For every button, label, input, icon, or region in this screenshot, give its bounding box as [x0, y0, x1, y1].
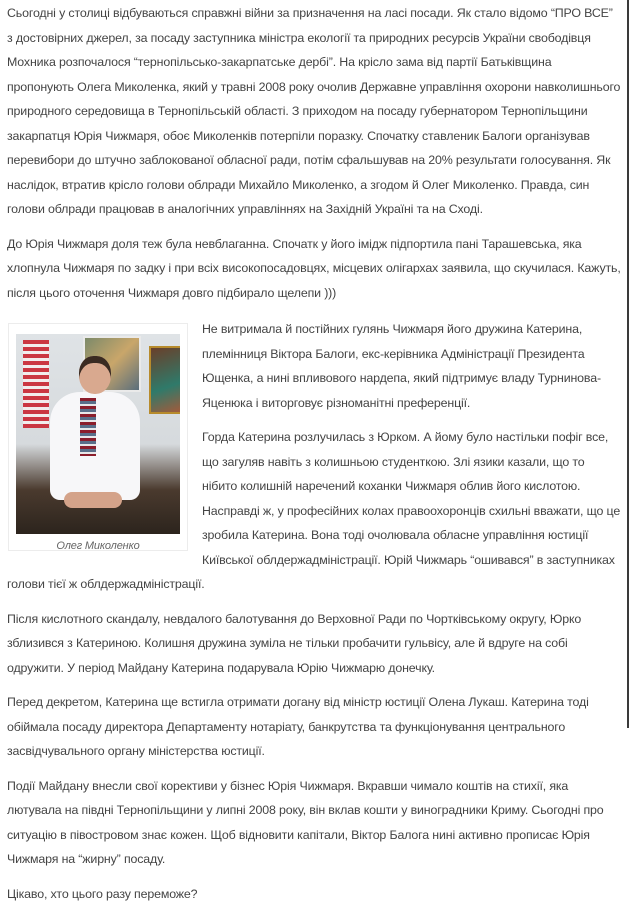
article-paragraph-1: Сьогодні у столиці відбуваються справжні війни за призначення на ласі посади. Як стало відомо “ПРО ВСЕ” з достовірних джерел, за посаду заступника міністра екології та природних ресурсів України свободівця Мохника розпочалося “тернопільсько-закарпатське дербі”. На крісло зама від партії Батьківщина пропонують Олега Миколенка, який у травні 2008 року очолив Державне управління охорони навколишнього природного середовища в Тернопільській області. З приходом на посаду губернатором Тернопільщини закарпатця Юрія Чижмаря, обоє Миколенків потерпіли поразку. Спочатку ставленик Балоги організував перевибори до штучно заблокованої обласної ради, потім сфальшував на 20% результати голосування. Як наслідок, втратив крісло голови облради Михайло Миколенко, а згодом й Олег Миколенко. Правда, син голови облради працював в аналогічних управліннях на Західній Україні та на Сході.	[7, 6, 621, 216]
article-paragraph-5: Після кислотного скандалу, невдалого балотування до Верховної Ради по Чортківському округу, Юрко зблизився з Катериною. Колишня дружина зуміла не тільки пробачити гульвісу, але й вдруге на собі одружити. У період Майдану Катерина подарувала Юрію Чижмарю донечку.	[7, 611, 582, 675]
page-right-border	[627, 0, 629, 728]
figure-caption: Олег Миколенко	[56, 540, 140, 552]
article-paragraph-3: Не витримала й постійних гулянь Чижмаря його дружина Катерина, племінниця Віктора Балоги, екс-керівника Адміністрації Президента Ющенка, а нині впливового нардепа, який підтримує владу Турнинова-Яценюка і виторговує різноманітні преференції.	[202, 322, 601, 410]
article-paragraph-7: Події Майдану внесли свої корективи у бізнес Юрія Чижмаря. Вкравши чимало коштів на стихії, яка лютувала на півдні Тернопільщини у липні 2008 року, він вклав кошти у виноградники Криму. Сьогодні про ситуацію в півостровом знає кожен. Щоб відновити капітали, Віктор Балога нині активно прописає Юрія Чижмаря на “жирну” посаду.	[7, 778, 604, 866]
photo-oleg-mykolenko[interactable]	[16, 334, 180, 534]
person-hands	[64, 492, 122, 508]
article-body	[7, 1, 621, 916]
embroidered-towel-decor	[23, 340, 49, 428]
person-head	[79, 356, 111, 394]
wall-painting-framed	[149, 346, 180, 414]
article-paragraph-2: До Юрія Чижмаря доля теж була невблаганна. Спочатк у його імідж підпортила пані Тарашевська, яка хлопнула Чижмаря по задку і при всіх високопосадовцях, місцевих олігархах заявила, що скучилася. Кажуть, після цього оточення Чижмаря довго підбирало щелепи )))	[7, 236, 621, 300]
article-figure	[8, 323, 188, 551]
shirt-embroidery	[80, 398, 96, 456]
article-paragraph-6: Перед декретом, Катерина ще встигла отримати догану від міністр юстиції Олена Лукаш. Катерина тоді обіймала посаду директора Департаменту нотаріату, банкрутства та функціонування центрального засвідчувального органу міністерства юстиції.	[7, 695, 589, 758]
article-paragraph-4: Горда Катерина розлучилась з Юрком. А йому було настільки пофіг все, що загуляв навіть з колишньою студенткою. Злі язики казали, що то нібито колишній наречений коханки Чижмаря облив його кислотою. Насправді ж, у професійних колах правоохоронців схильні вважати, що це зробила Катерина. Вона тоді очолювала обласне управління юстиції Київської облдержадміністрації. Юрій Чижмарь “ошивався” в заступниках голови тієї ж облдержадміністрації.	[7, 430, 621, 591]
article-paragraph-8: Цікаво, хто цього разу переможе?	[7, 886, 198, 901]
